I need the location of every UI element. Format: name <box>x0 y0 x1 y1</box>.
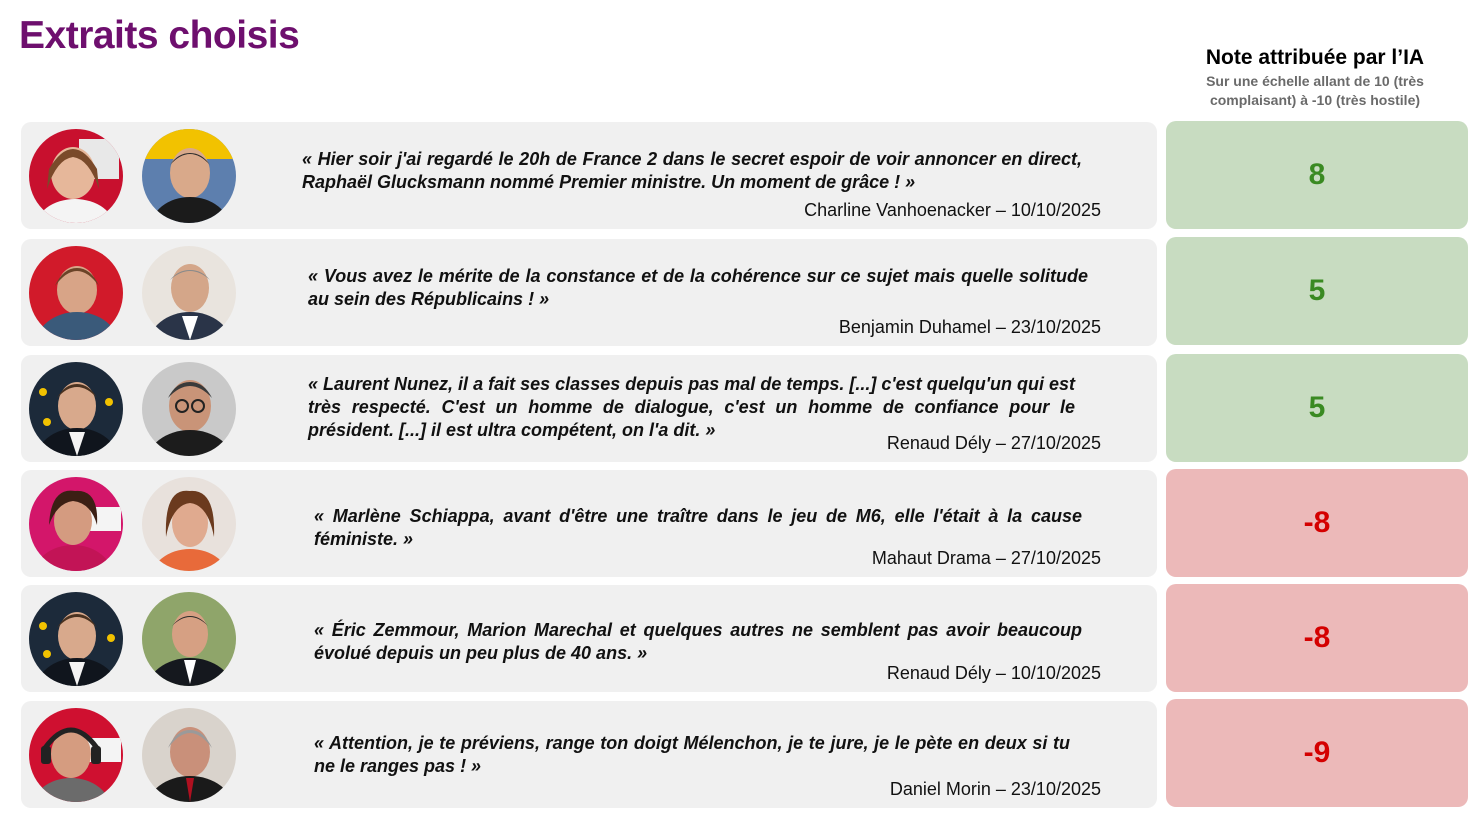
guest-photo <box>142 708 236 802</box>
quote-author: Daniel Morin – 23/10/2025 <box>889 779 1101 799</box>
page-title: Extraits choisis <box>19 14 300 57</box>
guest-photo <box>142 592 236 686</box>
ai-score-badge: 5 <box>1166 354 1468 462</box>
host-photo <box>29 708 123 802</box>
ai-score-badge: -8 <box>1166 469 1468 577</box>
extract-row <box>21 355 1157 462</box>
host-photo <box>29 362 123 456</box>
guest-photo <box>142 129 236 223</box>
quote-text: « Laurent Nunez, il a fait ses classes depuis pas mal de temps. [...] c'est quelqu'un qui est très respecté. C'est un homme de dialogue, c'est un homme de confiance pour le président. [...] il est ultra compétent, on l'a dit. » <box>308 374 1075 440</box>
guest-photo <box>142 362 236 456</box>
score-header-subtitle: Sur une échelle allant de 10 (très complaisant) à -10 (très hostile) <box>1206 73 1424 108</box>
quote-author: Renaud Dély – 10/10/2025 <box>886 663 1101 683</box>
guest-photo <box>142 246 236 340</box>
ai-score-badge: -9 <box>1166 699 1468 807</box>
quote-text: « Marlène Schiappa, avant d'être une traître dans le jeu de M6, elle l'était à la cause féministe. » <box>314 506 1082 549</box>
quote-author: Mahaut Drama – 27/10/2025 <box>871 548 1101 568</box>
host-photo <box>29 129 123 223</box>
extract-row <box>21 239 1157 346</box>
score-column-header <box>1166 46 1464 110</box>
ai-score-badge: 8 <box>1166 121 1468 229</box>
host-photo <box>29 477 123 571</box>
extract-row <box>21 470 1157 577</box>
ai-score-badge: 5 <box>1166 237 1468 345</box>
quote-author: Charline Vanhoenacker – 10/10/2025 <box>804 200 1101 220</box>
quote-author: Benjamin Duhamel – 23/10/2025 <box>838 317 1101 337</box>
extract-row <box>21 585 1157 692</box>
quote-text: « Vous avez le mérite de la constance et de la cohérence sur ce sujet mais quelle solitude au sein des Républicains ! » <box>308 266 1088 309</box>
quote-text: « Éric Zemmour, Marion Marechal et quelques autres ne semblent pas avoir beaucoup évolué depuis un peu plus de 40 ans. » <box>314 620 1082 663</box>
extract-row <box>21 122 1157 229</box>
host-photo <box>29 592 123 686</box>
ai-score-badge: -8 <box>1166 584 1468 692</box>
host-photo <box>29 246 123 340</box>
score-header-title: Note attribuée par l’IA <box>1205 46 1425 69</box>
quote-text: « Hier soir j'ai regardé le 20h de France 2 dans le secret espoir de voir annoncer en direct, Raphaël Glucksmann nommé Premier ministre. Un moment de grâce ! » <box>302 149 1082 192</box>
guest-photo <box>142 477 236 571</box>
quote-author: Renaud Dély – 27/10/2025 <box>886 433 1101 453</box>
extract-row <box>21 701 1157 808</box>
quote-text: « Attention, je te préviens, range ton doigt Mélenchon, je te jure, je le pète en deux si tu ne le ranges pas ! » <box>314 733 1070 776</box>
